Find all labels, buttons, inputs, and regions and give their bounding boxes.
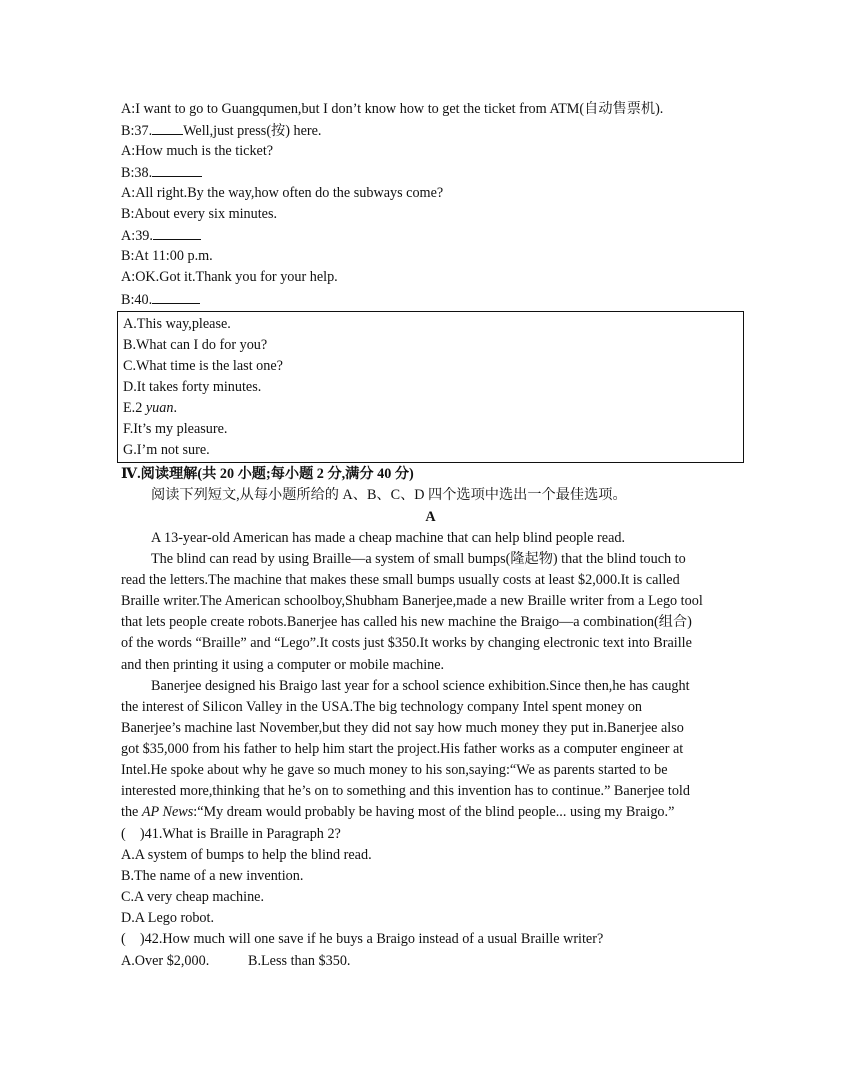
- dialogue-line-7: A:39.: [121, 226, 201, 245]
- question-41-option-b[interactable]: B.The name of a new invention.: [121, 868, 304, 884]
- passage-label: A: [425, 509, 436, 525]
- passage-p2-line-2: read the letters.The machine that makes these small bumps usually costs at least $2,000.It is called: [121, 572, 680, 588]
- dialogue-line-5: A:All right.By the way,how often do the subways come?: [121, 185, 444, 201]
- passage-p2-line-5: of the words “Braille” and “Lego”.It costs just $350.It works by changing electronic text into Braille: [121, 635, 692, 651]
- section-instruction: 阅读下列短文,从每小题所给的 A、B、C、D 四个选项中选出一个最佳选项。: [151, 487, 627, 503]
- passage-paragraph-1: A 13-year-old American has made a cheap machine that can help blind people read.: [151, 530, 626, 546]
- passage-p2-line-4: that lets people create robots.Banerjee has called his new machine the Braigo—a combination(组合): [121, 614, 692, 630]
- dialogue-line-4: B:38.: [121, 163, 202, 182]
- dialogue-line-8: B:At 11:00 p.m.: [121, 248, 213, 264]
- question-41-option-a[interactable]: A.A system of bumps to help the blind read.: [121, 847, 372, 863]
- passage-p2-line-1: The blind can read by using Braille—a system of small bumps(隆起物) that the blind touch to: [151, 551, 686, 567]
- passage-p3-line-6: interested more,thinking that he’s on to something and this invention has to continue.” Banerjee told: [121, 783, 690, 799]
- answer-blank-37[interactable]: [152, 121, 183, 135]
- option-f: F.It’s my pleasure.: [123, 421, 228, 437]
- passage-p3-line-7: the AP News:“My dream would probably be having most of the blind people... using my Braigo.”: [121, 804, 675, 820]
- answer-blank-38[interactable]: [152, 163, 202, 177]
- passage-p3-line-5: Intel.He spoke about why he gave so much money to his son,saying:“We as parents started to be: [121, 762, 668, 778]
- passage-p3-line-3: Banerjee’s machine last November,but they did not say how much money they put in.Banerjee also: [121, 720, 684, 736]
- answer-blank-40[interactable]: [152, 290, 200, 304]
- option-c: C.What time is the last one?: [123, 358, 283, 374]
- dialogue-line-2: B:37. Well,just press(按) here.: [121, 123, 322, 139]
- question-42-option-a[interactable]: A.Over $2,000.: [121, 953, 210, 969]
- passage-p3-line-1: Banerjee designed his Braigo last year for a school science exhibition.Since then,he has caught: [151, 678, 690, 694]
- question-41-option-d[interactable]: D.A Lego robot.: [121, 910, 214, 926]
- dialogue-line-1: A:I want to go to Guangqumen,but I don’t know how to get the ticket from ATM(自动售票机).: [121, 101, 664, 117]
- answer-blank-39[interactable]: [153, 226, 201, 240]
- passage-p2-line-6: and then printing it using a computer or mobile machine.: [121, 657, 445, 673]
- option-d: D.It takes forty minutes.: [123, 379, 262, 395]
- section-title: Ⅳ.阅读理解(共 20 小题;每小题 2 分,满分 40 分): [121, 466, 414, 482]
- question-42-option-b[interactable]: B.Less than $350.: [248, 953, 351, 969]
- passage-p3-line-2: the interest of Silicon Valley in the USA.The big technology company Intel spent money on: [121, 699, 643, 715]
- passage-p2-line-3: Braille writer.The American schoolboy,Shubham Banerjee,made a new Braille writer from a Lego tool: [121, 593, 703, 609]
- passage-p3-line-4: got $35,000 from his father to help him start the project.His father works as a computer engineer at: [121, 741, 684, 757]
- dialogue-line-6: B:About every six minutes.: [121, 206, 278, 222]
- question-41-option-c[interactable]: C.A very cheap machine.: [121, 889, 265, 905]
- options-box: [117, 311, 744, 463]
- option-e: E.2 yuan.: [123, 400, 177, 416]
- question-42: ( )42.How much will one save if he buys a Braigo instead of a usual Braille writer?: [121, 931, 604, 947]
- question-41: ( )41.What is Braille in Paragraph 2?: [121, 826, 341, 842]
- dialogue-line-3: A:How much is the ticket?: [121, 143, 274, 159]
- option-g: G.I’m not sure.: [123, 442, 210, 458]
- option-a: A.This way,please.: [123, 316, 231, 332]
- dialogue-line-10: B:40.: [121, 290, 200, 309]
- dialogue-line-9: A:OK.Got it.Thank you for your help.: [121, 269, 338, 285]
- option-b: B.What can I do for you?: [123, 337, 268, 353]
